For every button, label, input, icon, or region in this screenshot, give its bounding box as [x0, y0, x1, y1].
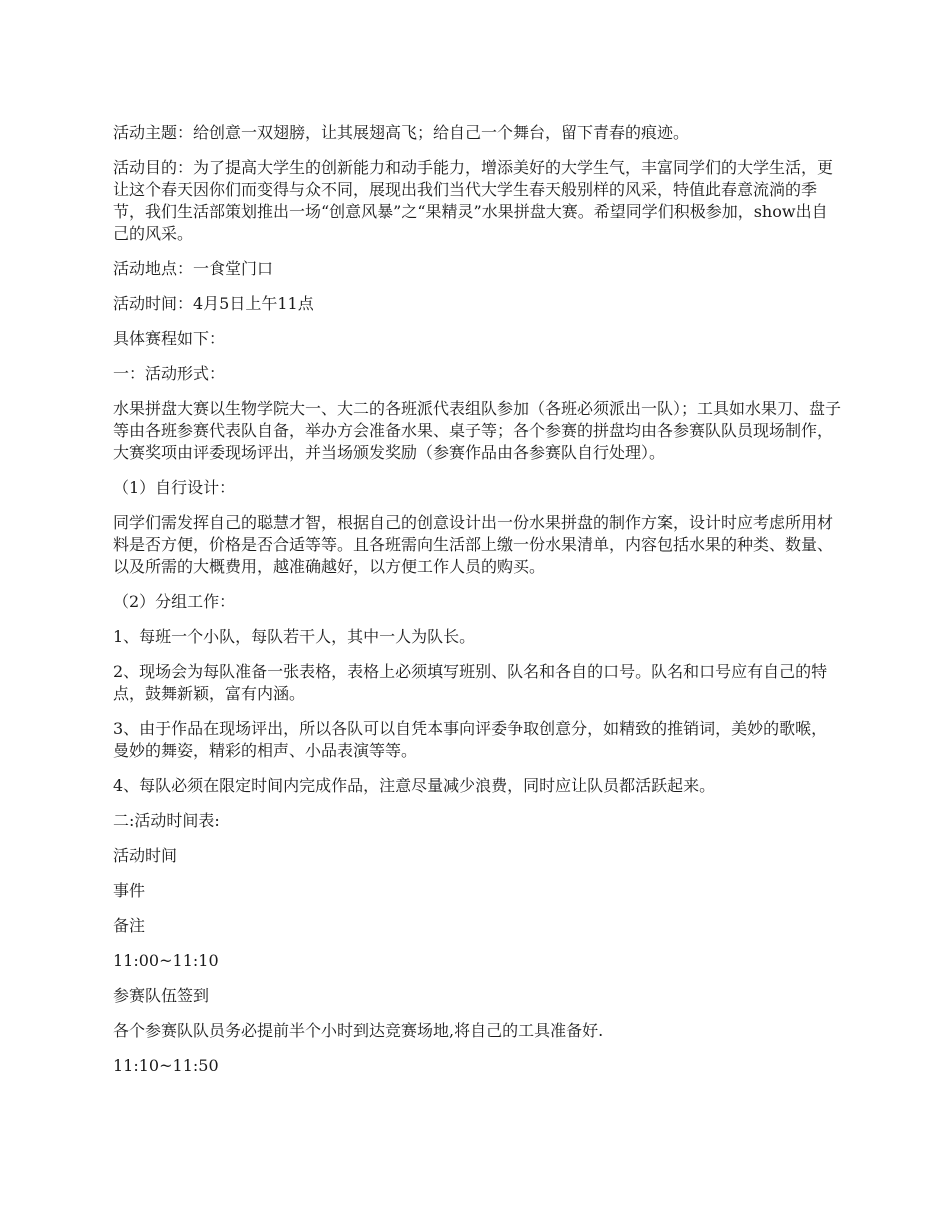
table-row-1-event: 参赛队伍签到: [113, 986, 210, 1005]
activity-theme: 活动主题：给创意一双翅膀，让其展翅高飞；给自己一个舞台，留下青春的痕迹。: [113, 123, 690, 142]
group-rule-1: 1、每班一个小队，每队若干人，其中一人为队长。: [113, 627, 476, 646]
section-two-heading: 二:活动时间表:: [113, 811, 220, 830]
group-rule-2: 2、现场会为每队准备一张表格，表格上必须填写班别、队名和各自的口号。队名和口号应有自己的特点，鼓舞新颖，富有内涵。: [113, 662, 828, 703]
activity-location: 活动地点：一食堂门口: [113, 259, 274, 278]
document-page: [113, 122, 841, 1090]
self-design-paragraph: 同学们需发挥自己的聪慧才智，根据自己的创意设计出一份水果拼盘的制作方案，设计时应考虑所用材料是否方便，价格是否合适等等。且各班需向生活部上缴一份水果清单，内容包括水果的种类、数量、以及所需的大概费用，越准确越好，以方便工作人员的购买。: [113, 513, 834, 576]
schedule-heading: 具体赛程如下：: [113, 329, 226, 348]
table-row-2-time: 11:10~11:50: [113, 1056, 219, 1075]
table-row-1-time: 11:00~11:10: [113, 951, 219, 970]
table-header-note: 备注: [113, 916, 146, 935]
activity-time: 活动时间：4月5日上午11点: [113, 294, 314, 313]
group-rule-3: 3、由于作品在现场评出，所以各队可以自凭本事向评委争取创意分，如精致的推销词，美妙的歌喉，曼妙的舞姿，精彩的相声、小品表演等等。: [113, 719, 828, 760]
self-design-heading: （1）自行设计：: [113, 478, 236, 497]
group-work-heading: （2）分组工作：: [113, 592, 236, 611]
table-header-event: 事件: [113, 881, 146, 900]
section-one-heading: 一：活动形式：: [113, 364, 226, 383]
group-rule-4: 4、每队必须在限定时间内完成作品，注意尽量减少浪费，同时应让队员都活跃起来。: [113, 776, 716, 795]
table-header-time: 活动时间: [113, 846, 178, 865]
activity-format-paragraph: 水果拼盘大赛以生物学院大一、大二的各班派代表组队参加（各班必须派出一队）；工具如水果刀、盘子等由各班参赛代表队自备，举办方会准备水果、桌子等；各个参赛的拼盘均由各参赛队队员现场制作，大赛奖项由评委现场评出，并当场颁发奖励（参赛作品由各参赛队自行处理）。: [113, 399, 842, 462]
activity-purpose: 活动目的：为了提高大学生的创新能力和动手能力，增添美好的大学生气，丰富同学们的大学生活，更让这个春天因你们而变得与众不同，展现出我们当代大学生春天般别样的风采，特值此春意流淌的季节，我们生活部策划推出一场“创意风暴”之“果精灵”水果拼盘大赛。希望同学们积极参加，show出自己的风采。: [113, 158, 834, 243]
table-row-1-note: 各个参赛队队员务必提前半个小时到达竞赛场地,将自己的工具准备好.: [113, 1021, 604, 1040]
